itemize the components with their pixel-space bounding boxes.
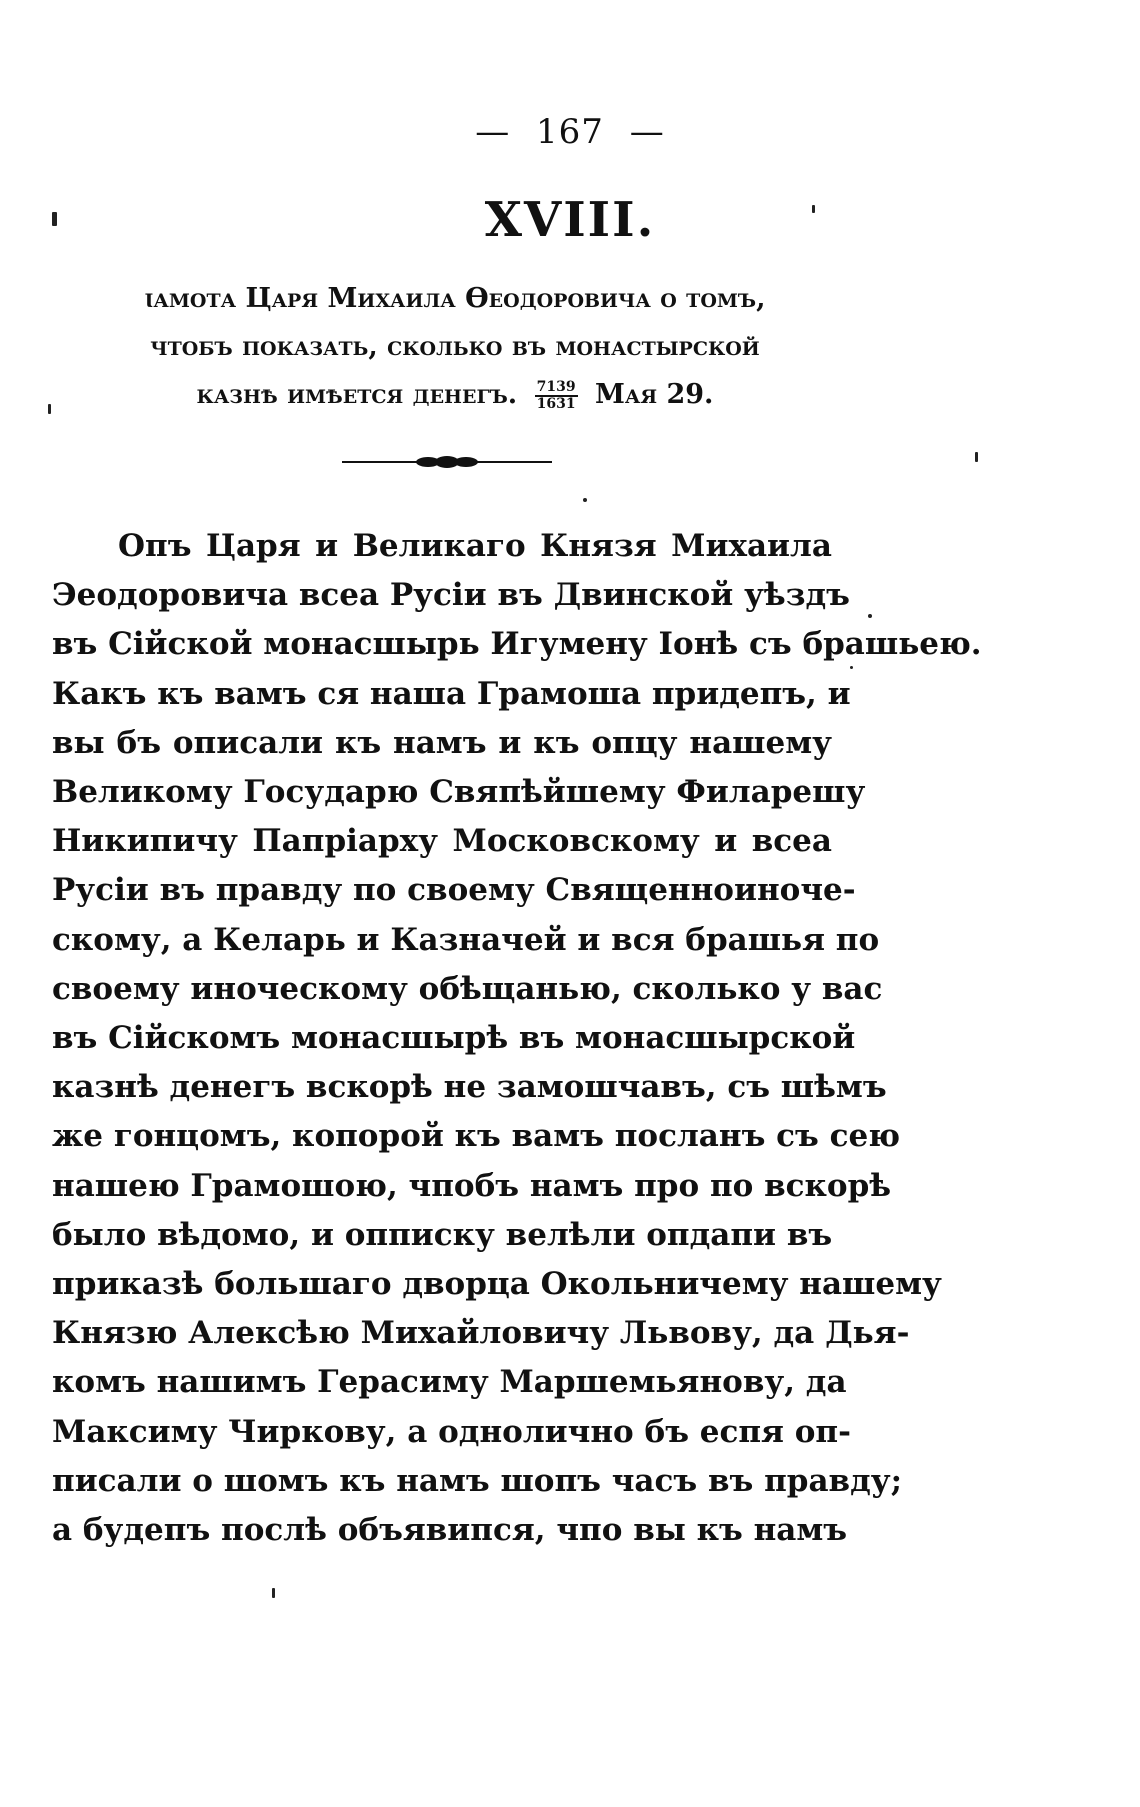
body-line: Какъ къ вамъ ся наша Грамоша придепъ, и [52, 675, 851, 712]
body-line: вы бъ описали къ намъ и къ опцу нашему [52, 724, 832, 761]
body-line: скому, а Келарь и Казначей и вся брашья по [52, 921, 880, 958]
heading-line-1: ꙇамота Царя Михаила Өеодоровича о томъ, [144, 283, 766, 314]
scan-mark [850, 666, 853, 669]
heading-line-2: чтобъ показать, сколько въ монастырской [150, 331, 760, 362]
body-line: Великому Государю Свяпѣйшему Филарешу [52, 774, 866, 811]
page-number-value: 167 [536, 112, 604, 152]
body-line: нашею Грамошою, чпобъ намъ про по вскорѣ [52, 1167, 892, 1204]
body-line: было вѣдомо, и опписку велѣли опдапи въ [52, 1216, 833, 1253]
scan-mark [868, 614, 872, 618]
ornament-divider [342, 452, 552, 472]
body-line: а будепъ послѣ объявипся, чпо вы къ намъ [52, 1512, 848, 1549]
body-line: своему иноческому обѣщанью, сколько у вас [52, 970, 883, 1007]
section-number: XVIII. [484, 192, 656, 248]
body-line: казнѣ денегъ вскорѣ не замошчавъ, съ шѣмъ [52, 1069, 887, 1106]
body-line: въ Сійской монасшырь Игумену Іонѣ съ брашьею. [52, 626, 982, 663]
document-heading [40, 275, 870, 419]
heading-line-3 [40, 371, 870, 419]
scan-mark [48, 404, 51, 414]
body-text [52, 522, 982, 1555]
date-fraction-bottom: 1631 [536, 395, 576, 412]
scan-mark [583, 498, 587, 502]
body-line: Никипичу Папріарху Московскому и всеа [52, 823, 832, 860]
body-line: Опъ Царя и Великаго Князя Михаила [118, 528, 832, 564]
body-line: Князю Алексѣю Михайловичу Львову, да Дья- [52, 1315, 910, 1352]
body-line: въ Сійскомъ монасшырѣ въ монасшырской [52, 1020, 856, 1057]
page-number-dash-right: — [629, 112, 665, 152]
body-line: комъ нашимъ Герасиму Маршемьянову, да [52, 1364, 847, 1401]
scan-mark [52, 212, 57, 226]
body-line: же гонцомъ, копорой къ вамъ посланъ съ сею [52, 1118, 900, 1155]
body-line: приказѣ большаго дворца Окольничему нашему [52, 1266, 942, 1303]
heading-line-3-text: казнѣ имѣется денегъ. [196, 379, 518, 410]
body-line: Максиму Чиркову, а однолично бъ еспя оп- [52, 1413, 851, 1450]
date-fraction [535, 380, 578, 412]
page-number [0, 112, 1140, 152]
date-fraction-top: 7139 [536, 378, 576, 395]
body-line: Русіи въ правду по своему Священноиноче- [52, 872, 856, 909]
scan-mark [812, 205, 815, 213]
body-line: Эеодоровича всеа Русіи въ Двинской уѣздъ [52, 577, 850, 614]
heading-line-3-date: Мая 29. [594, 379, 714, 410]
scan-mark [975, 452, 978, 462]
scan-mark [272, 1588, 275, 1598]
body-line: писали о шомъ къ намъ шопъ часъ въ правду; [52, 1462, 903, 1499]
page-number-dash-left: — [475, 112, 511, 152]
